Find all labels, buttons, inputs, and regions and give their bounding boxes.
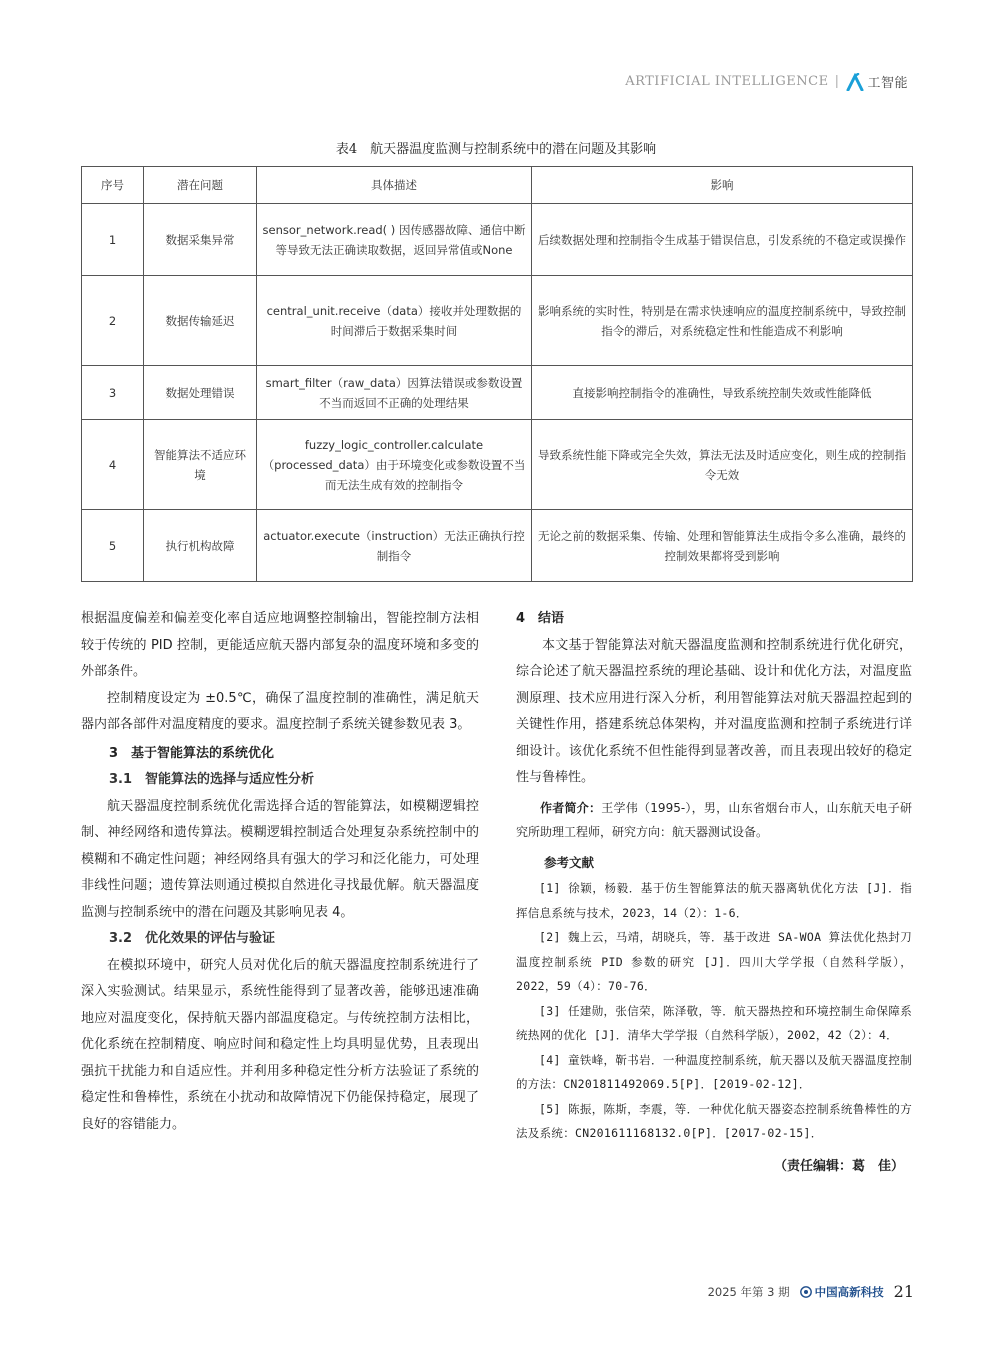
cell-description: smart_filter（raw_data）因算法错误或参数设置不当而返回不正确的处理结果 (257, 366, 532, 420)
cell-issue: 数据传输延迟 (144, 276, 257, 366)
cell-no: 2 (82, 276, 144, 366)
journal-logo-icon (800, 1286, 812, 1298)
author-bio (516, 796, 912, 844)
author-text: 王学伟（1995-），男，山东省烟台市人，山东航天电子研究所助理工程师，研究方向：航天器测试设备。 (516, 800, 912, 839)
journal-name (800, 1284, 884, 1300)
body-paragraph: 航天器温度控制系统优化需选择合适的智能算法，如模糊逻辑控制、神经网络和遗传算法。模糊逻辑控制适合处理复杂系统控制中的模糊和不确定性问题；神经网络具有强大的学习和泛化能力，可处理非线性问题；遗传算法则通过模拟自然进化寻找最优解。航天器温度监测与控制系统中的潜在问题及其影响见表 4。 (81, 798, 479, 920)
cell-issue: 智能算法不适应环境 (144, 420, 257, 510)
cell-issue: 数据采集异常 (144, 204, 257, 276)
header-effect: 影响 (532, 167, 913, 204)
table-row (82, 204, 913, 276)
reference-item: [2] 魏上云，马靖，胡晓兵，等．基于改进 SA-WOA 算法优化热封刀温度控制系统 PID 参数的研究 [J]．四川大学学报（自然科学版），2022，59（4）：70-76． (516, 930, 912, 993)
section-heading: 4 结语 (516, 611, 565, 626)
cell-issue: 执行机构故障 (144, 510, 257, 582)
section-name-en: ARTIFICIAL INTELLIGENCE (625, 74, 829, 89)
cell-description: central_unit.receive（data）接收并处理数据的时间滞后于数据采集时间 (257, 276, 532, 366)
cell-effect: 直接影响控制指令的准确性，导致系统控制失效或性能降低 (532, 366, 913, 420)
table-row (82, 510, 913, 582)
table-header-row (82, 167, 913, 204)
body-paragraph: 控制精度设定为 ±0.5℃，确保了温度控制的准确性，满足航天器内部各部件对温度精度的要求。温度控制子系统关键参数见表 3。 (81, 690, 479, 732)
table-row (82, 420, 913, 510)
cell-description: fuzzy_logic_controller.calculate（processed_data）由于环境变化或参数设置不当而无法生成有效的控制指令 (257, 420, 532, 510)
responsible-editor: （责任编辑：葛 佳） (773, 1158, 904, 1174)
subsection-heading: 3.1 智能算法的选择与适应性分析 (109, 772, 315, 787)
cell-effect: 影响系统的实时性，特别是在需求快速响应的温度控制系统中，导致控制指令的滞后，对系统稳定性和性能造成不利影响 (532, 276, 913, 366)
header-separator: | (834, 74, 840, 89)
body-paragraph: 在模拟环境中，研究人员对优化后的航天器温度控制系统进行了深入实验测试。结果显示，系统性能得到了显著改善，能够迅速准确地应对温度变化，保持航天器内部温度稳定。与传统控制方法相比，优化系统在控制精度、响应时间和稳定性上均具明显优势，且表现出强抗干扰能力和自适应性。并利用多种稳定性分析方法验证了系统的稳定性和鲁棒性，系统在小扰动和故障情况下仍能保持稳定，展现了良好的容错能力。 (81, 957, 479, 1132)
table-row (82, 276, 913, 366)
table-caption: 表4 航天器温度监测与控制系统中的潜在问题及其影响 (335, 142, 657, 157)
body-paragraph: 根据温度偏差和偏差变化率自适应地调整控制输出，智能控制方法相较于传统的 PID 控制，更能适应航天器内部复杂的温度环境和多变的外部条件。 (81, 611, 479, 679)
section-heading: 3 基于智能算法的系统优化 (109, 745, 275, 761)
header-description: 具体描述 (257, 167, 532, 204)
cell-effect: 后续数据处理和控制指令生成基于错误信息，引发系统的不稳定或误操作 (532, 204, 913, 276)
cell-no: 5 (82, 510, 144, 582)
author-label: 作者简介： (540, 800, 602, 815)
page-number: 21 (893, 1282, 914, 1301)
cell-description: actuator.execute（instruction）无法正确执行控制指令 (257, 510, 532, 582)
right-column (516, 606, 912, 1180)
subsection-heading: 3.2 优化效果的评估与验证 (109, 931, 276, 946)
body-paragraph: 本文基于智能算法对航天器温度监测和控制系统进行优化研究，综合论述了航天器温控系统的理论基础、设计和优化方法，对温度监测原理、技术应用进行深入分析，利用智能算法对航天器温控起到的关键性作用，搭建系统总体架构，并对温度监测和控制子系统进行详细设计。该优化系统不但性能得到显著改善，而且表现出较好的稳定性与鲁棒性。 (516, 637, 912, 785)
cell-effect: 导致系统性能下降或完全失效，算法无法及时适应变化，则生成的控制指令无效 (532, 420, 913, 510)
cell-no: 4 (82, 420, 144, 510)
reference-item: [4] 童铁峰，靳书岩．一种温度控制系统，航天器以及航天器温度控制的方法：CN201811492069.5[P]．[2019-02-12]． (516, 1052, 912, 1091)
cell-no: 1 (82, 204, 144, 276)
cell-effect: 无论之前的数据采集、传输、处理和智能算法生成指令多么准确，最终的控制效果都将受到影响 (532, 510, 913, 582)
header-issue: 潜在问题 (144, 167, 257, 204)
ai-person-icon (845, 73, 865, 91)
cell-issue: 数据处理错误 (144, 366, 257, 420)
cell-description: sensor_network.read( ) 因传感器故障、通信中断等导致无法正确读取数据，返回异常值或None (257, 204, 532, 276)
issue-label: 2025 年第 3 期 (707, 1284, 790, 1299)
running-header (625, 72, 908, 91)
header-no: 序号 (82, 167, 144, 204)
issues-table (81, 166, 913, 582)
reference-item: [5] 陈振，陈斯，李震，等．一种优化航天器姿态控制系统鲁棒性的方法及系统：CN201611168132.0[P]．[2017-02-15]． (516, 1101, 912, 1140)
table-row (82, 366, 913, 420)
page-footer (708, 1282, 914, 1301)
references-heading: 参考文献 (544, 854, 595, 870)
left-column (81, 606, 479, 1138)
reference-item: [3] 任建勋，张信荣，陈泽敬，等．航天器热控和环境控制生命保障系统热网的优化 [J]．清华大学学报（自然科学版），2002，42（2）：4． (516, 1003, 912, 1042)
cell-no: 3 (82, 366, 144, 420)
section-name-cn: 工智能 (867, 76, 908, 91)
journal-title: 中国高新科技 (814, 1284, 884, 1299)
reference-item: [1] 徐颖，杨毅．基于仿生智能算法的航天器离轨优化方法 [J]．指挥信息系统与技术，2023，14（2）：1-6． (516, 881, 912, 920)
section-logo (845, 72, 908, 91)
